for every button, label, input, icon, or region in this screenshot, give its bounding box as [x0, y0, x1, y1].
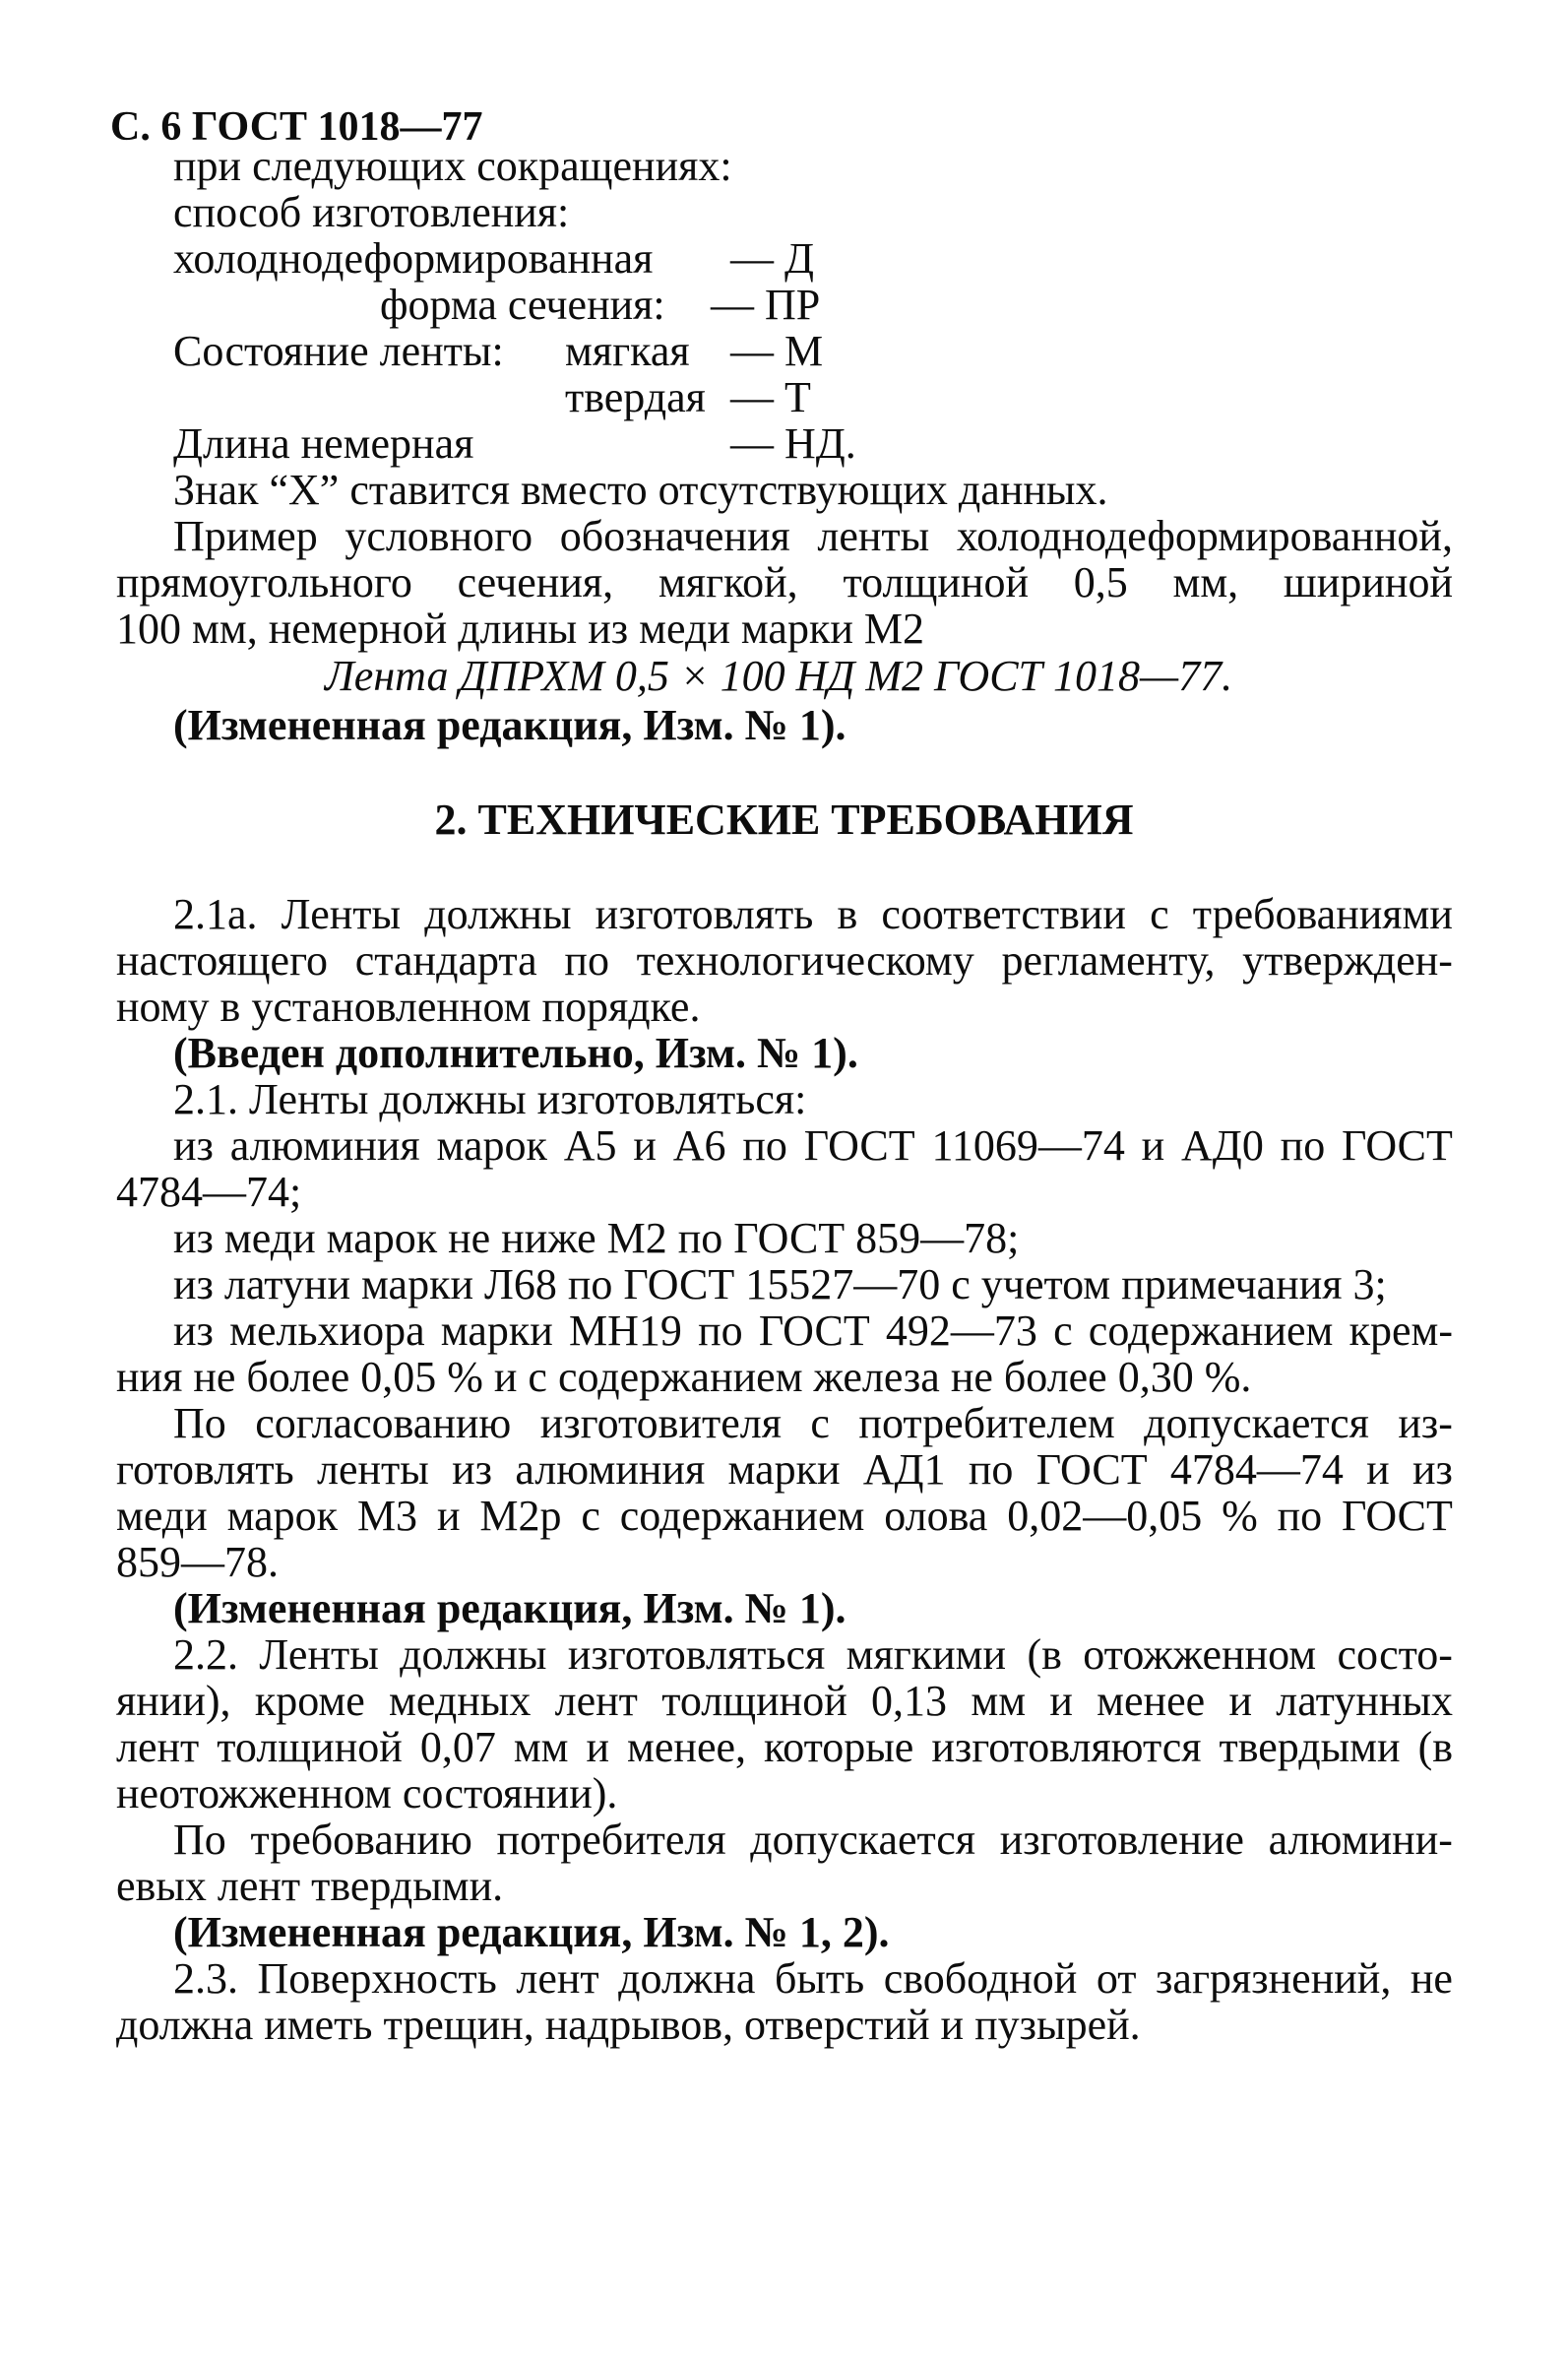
p21a-note: (Введен дополнительно, Изм. № 1). [173, 1029, 858, 1077]
p22-line-4: неотожженном состоянии). [116, 1769, 618, 1817]
section-title: 2. ТЕХНИЧЕСКИЕ ТРЕБОВАНИЯ [434, 796, 1134, 844]
hard-code: — Т [730, 373, 811, 421]
length-code: — НД. [730, 419, 856, 468]
state-label: Состояние ленты: [173, 327, 504, 375]
example-line-2: прямоугольного сечения, мягкой, толщиной 0,5 мм, шириной [116, 558, 1453, 606]
length-label: Длина немерная [173, 419, 474, 468]
revision-note: (Измененная редакция, Изм. № 1). [173, 701, 847, 749]
p21a-line-1: 2.1а. Ленты должны изготовлять в соответствии с требованиями [173, 890, 1453, 938]
p21-copper: из меди марок не ниже М2 по ГОСТ 859—78; [173, 1214, 1020, 1262]
p21-aluminium-line-1: из алюминия марок А5 и А6 по ГОСТ 11069—74 и АД0 по ГОСТ [173, 1121, 1453, 1170]
p22-line-3: лент толщиной 0,07 мм и менее, которые изготовляются твердыми (в [116, 1723, 1453, 1771]
section-form-code: — ПР [711, 281, 821, 329]
p21-brass: из латуни марки Л68 по ГОСТ 15527—70 с учетом примечания 3; [173, 1260, 1387, 1308]
cold-deformed-label: холоднодеформированная [173, 234, 654, 283]
soft-code: — М [730, 327, 824, 375]
p22-request-line-2: евых лент твердыми. [116, 1862, 504, 1910]
x-sign-note: Знак “Х” ставится вместо отсутствующих данных. [173, 466, 1108, 514]
p21-agreement-line-3: меди марок М3 и М2р с содержанием олова 0,02—0,05 % по ГОСТ [116, 1492, 1453, 1540]
p21-note: (Измененная редакция, Изм. № 1). [173, 1584, 847, 1632]
cold-deformed-code: — Д [730, 234, 815, 283]
p21a-line-3: ному в установленном порядке. [116, 983, 701, 1031]
p21-agreement-line-4: 859—78. [116, 1538, 279, 1586]
p21-aluminium-line-2: 4784—74; [116, 1168, 302, 1216]
example-line-1: Пример условного обозначения ленты холоднодеформированной, [173, 512, 1453, 560]
p22-request-line-1: По требованию потребителя допускается изготовление алюмини- [173, 1816, 1453, 1864]
page-header: С. 6 ГОСТ 1018—77 [110, 104, 483, 150]
method-label: способ изготовления: [173, 188, 570, 236]
p21-line-1: 2.1. Ленты должны изготовляться: [173, 1075, 807, 1123]
p22-line-1: 2.2. Ленты должны изготовляться мягкими (в отожженном состо- [173, 1630, 1453, 1679]
example-line-3: 100 мм, немерной длины из меди марки М2 [116, 605, 925, 653]
p21-agreement-line-1: По согласованию изготовителя с потребителем допускается из- [173, 1399, 1453, 1447]
p22-note: (Измененная редакция, Изм. № 1, 2). [173, 1908, 890, 1956]
section-form-label: форма сечения: [380, 281, 665, 329]
soft-label: мягкая [565, 327, 690, 375]
p21-cupronickel-line-2: ния не более 0,05 % и с содержанием железа не более 0,30 %. [116, 1353, 1252, 1401]
p21-agreement-line-2: готовлять ленты из алюминия марки АД1 по ГОСТ 4784—74 и из [116, 1445, 1453, 1494]
p23-line-2: должна иметь трещин, надрывов, отверстий и пузырей. [116, 2001, 1141, 2049]
abbrev-intro: при следующих сокращениях: [173, 142, 732, 190]
p22-line-2: янии), кроме медных лент толщиной 0,13 мм и менее и латунных [116, 1677, 1453, 1725]
p21-cupronickel-line-1: из мельхиора марки МН19 по ГОСТ 492—73 с содержанием крем- [173, 1306, 1453, 1355]
example-designation: Лента ДПРХМ 0,5 × 100 НД М2 ГОСТ 1018—77. [325, 652, 1233, 700]
p23-line-1: 2.3. Поверхность лент должна быть свободной от загрязнений, не [173, 1954, 1453, 2003]
p21a-line-2: настоящего стандарта по технологическому регламенту, утвержден- [116, 936, 1453, 985]
hard-label: твердая [565, 373, 706, 421]
